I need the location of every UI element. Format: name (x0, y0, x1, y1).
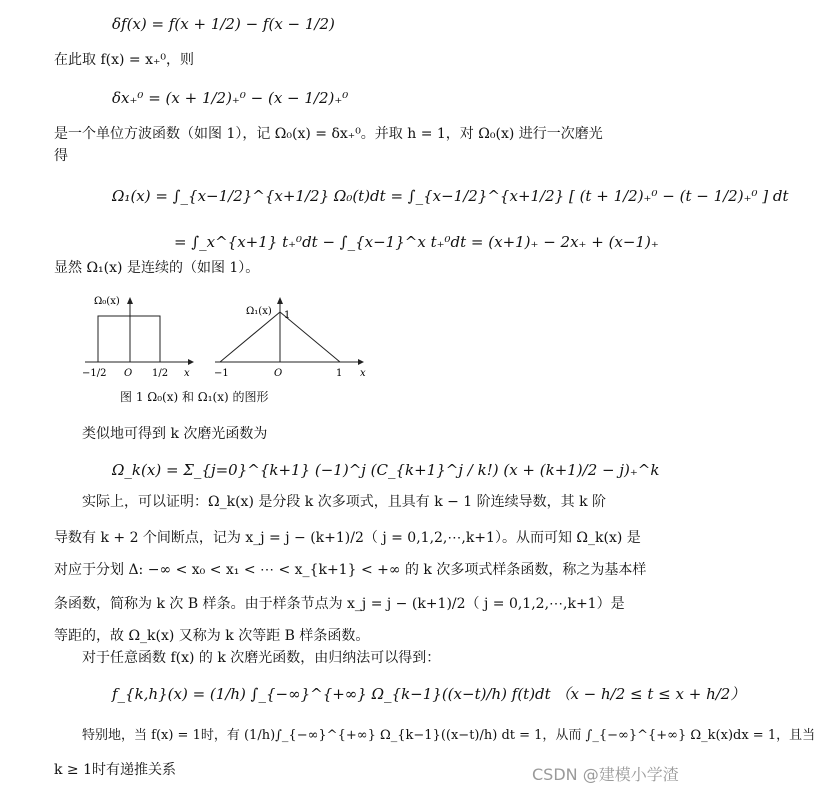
formula-f-kh: f_{k,h}(x) = (1/h) ∫_{−∞}^{+∞} Ω_{k−1}((x−t)/h) f(t)dt （x − h/2 ≤ t ≤ x + h/2） (112, 685, 746, 703)
tick-left-origin: O (124, 368, 133, 379)
text-p6: 对于任意函数 f(x) 的 k 次磨光函数，由归纳法可以得到： (82, 650, 441, 666)
text-p7: 特别地，当 f(x) = 1时，有 (1/h)∫_{−∞}^{+∞} Ω_{k−1}((x−t)/h) dt = 1，从而 ∫_{−∞}^{+∞} Ω_k(x)dx = 1，且当 (82, 728, 815, 743)
plot-omega1 (214, 297, 366, 379)
label-peak-one: 1 (284, 310, 291, 321)
text-p2b: 得 (54, 148, 68, 164)
tick-right-x: x (360, 368, 366, 379)
tick-left-neg-half: −1/2 (82, 368, 107, 379)
text-p5d: 条函数，简称为 k 次 B 样条。由于样条节点为 x_j = j − (k+1)/2（ j = 0,1,2,⋯,k+1）是 (54, 596, 625, 612)
watermark: CSDN @建模小学渣 (532, 765, 679, 784)
formula-omega-k: Ω_k(x) = Σ_{j=0}^{k+1} (−1)^j (C_{k+1}^j / k!) (x + (k+1)/2 − j)₊^k (112, 461, 660, 479)
text-p5e: 等距的，故 Ω_k(x) 又称为 k 次等距 B 样条函数。 (54, 628, 370, 644)
tick-left-x: x (184, 368, 190, 379)
figure-caption: 图 1 Ω₀(x) 和 Ω₁(x) 的图形 (120, 390, 269, 404)
text-p5b: 导数有 k + 2 个间断点，记为 x_j = j − (k+1)/2（ j = 0,1,2,⋯,k+1）。从而可知 Ω_k(x) 是 (54, 530, 641, 546)
label-omega0: Ω₀(x) (94, 296, 120, 307)
text-p2: 是一个单位方波函数（如图 1），记 Ω₀(x) = δx₊⁰。并取 h = 1，对 Ω₀(x) 进行一次磨光 (54, 126, 603, 142)
arrow-x-right (358, 359, 364, 365)
formula-delta-x: δx₊⁰ = (x + 1/2)₊⁰ − (x − 1/2)₊⁰ (112, 89, 349, 107)
text-p3: 显然 Ω₁(x) 是连续的（如图 1）。 (54, 260, 260, 276)
formula-omega1-a: Ω₁(x) = ∫_{x−1/2}^{x+1/2} Ω₀(t)dt = ∫_{x−1/2}^{x+1/2} [ (t + 1/2)₊⁰ − (t − 1/2)₊⁰ ] dt (112, 187, 789, 205)
arrow-x-left (188, 359, 194, 365)
text-p5a: 实际上，可以证明：Ω_k(x) 是分段 k 次多项式，且具有 k − 1 阶连续导数，其 k 阶 (82, 494, 607, 510)
text-p8: k ≥ 1时有递推关系 (54, 762, 177, 778)
text-p5c: 对应于分划 Δ: −∞ < x₀ < x₁ < ⋯ < x_{k+1} < +∞ 的 k 次多项式样条函数，称之为基本样 (54, 562, 647, 578)
text-p4: 类似地可得到 k 次磨光函数为 (82, 426, 268, 442)
label-omega1: Ω₁(x) (246, 306, 272, 317)
figure-1 (80, 290, 380, 390)
text-p1: 在此取 f(x) = x₊⁰，则 (54, 52, 194, 68)
tick-right-neg-one: −1 (214, 368, 229, 379)
tick-right-origin: O (274, 368, 283, 379)
square-wave (98, 316, 160, 362)
tick-left-half: 1/2 (152, 368, 169, 379)
plot-omega0 (82, 296, 194, 379)
formula-delta-f: δf(x) = f(x + 1/2) − f(x − 1/2) (112, 15, 335, 33)
arrow-y-left (127, 297, 133, 304)
formula-omega1-b: = ∫_x^{x+1} t₊⁰dt − ∫_{x−1}^x t₊⁰dt = (x+1)₊ − 2x₊ + (x−1)₊ (174, 233, 659, 251)
tick-right-one: 1 (336, 368, 343, 379)
arrow-y-right (277, 297, 283, 304)
